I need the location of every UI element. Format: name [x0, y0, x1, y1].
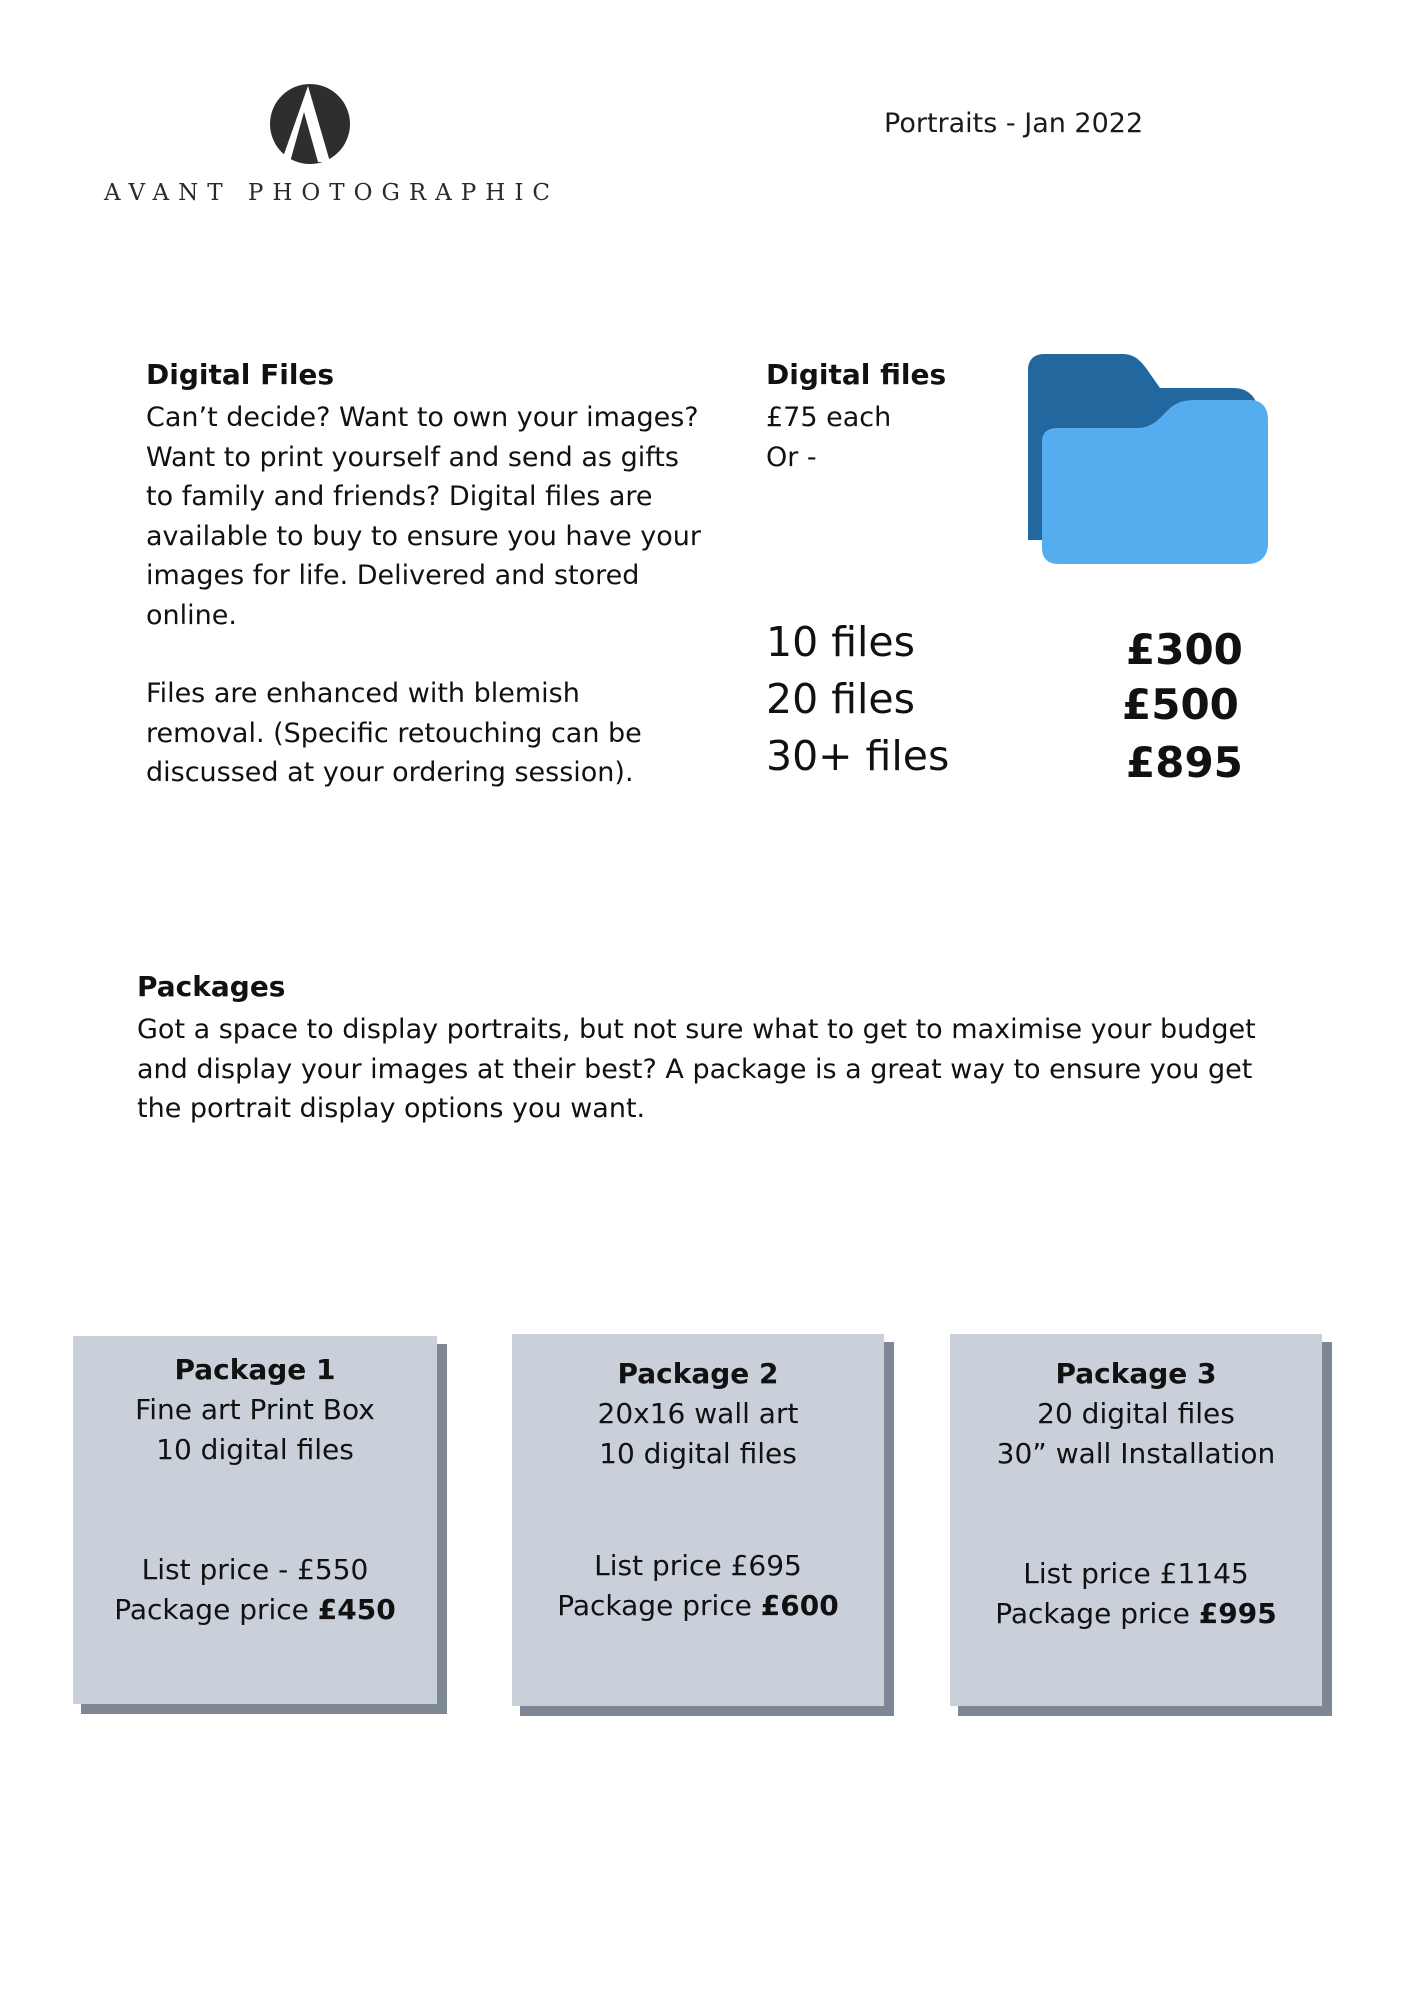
- package-3-card: [950, 1334, 1322, 1706]
- digital-pricing-heading: Digital files: [766, 358, 947, 391]
- package-2-item-2: 10 digital files: [599, 1437, 797, 1470]
- packages-heading: Packages: [137, 970, 286, 1003]
- package-3-list-price: List price £1145: [1023, 1557, 1249, 1590]
- package-price-label: Package price: [557, 1589, 761, 1622]
- package-1-price: £450: [317, 1593, 396, 1626]
- package-1-package-price-line: [73, 1590, 437, 1630]
- folder-icon: [1028, 354, 1268, 564]
- tier-price-20: £500: [1122, 680, 1239, 729]
- package-2-list-price: List price £695: [594, 1549, 802, 1582]
- tier-price-10: £300: [1126, 625, 1243, 674]
- package-2-card: [512, 1334, 884, 1706]
- package-1-list-price: List price - £550: [141, 1553, 369, 1586]
- package-2-item-1: 20x16 wall art: [597, 1397, 799, 1430]
- package-3-item-1: 20 digital files: [1037, 1397, 1235, 1430]
- avant-a-logo-icon: [268, 82, 352, 166]
- package-3-price: £995: [1198, 1597, 1277, 1630]
- digital-files-heading: Digital Files: [146, 358, 335, 391]
- package-2-package-price-line: [512, 1586, 884, 1626]
- digital-pricing-each: [766, 398, 891, 477]
- package-1-item-1: Fine art Print Box: [135, 1393, 375, 1426]
- package-price-label: Package price: [114, 1593, 318, 1626]
- package-3-title: Package 3: [1055, 1357, 1217, 1390]
- package-3-item-2: 30” wall Installation: [996, 1437, 1276, 1470]
- packages-description: Got a space to display portraits, but not sure what to get to maximise your budget and display your images at their best? A package is a great way to ensure you get the portrait display options you want.: [137, 1014, 1256, 1124]
- package-1-card: [73, 1336, 437, 1704]
- package-2-price: £600: [760, 1589, 839, 1622]
- package-price-label: Package price: [995, 1597, 1199, 1630]
- package-1-item-2: 10 digital files: [156, 1433, 354, 1466]
- package-2-title: Package 2: [617, 1357, 779, 1390]
- tier-files-30: 30+ files: [766, 732, 950, 780]
- package-1-title: Package 1: [174, 1353, 336, 1386]
- package-3-package-price-line: [950, 1594, 1322, 1634]
- price-per-file: £75 each: [766, 402, 892, 433]
- digital-files-paragraph-1: Can’t decide? Want to own your images? Want to print yourself and send as gifts to family and friends? Digital files are available to buy to ensure you have your images for life. Delivered and stored online.: [146, 402, 701, 631]
- digital-files-paragraph-2: Files are enhanced with blemish removal. (Specific retouching can be discussed at your ordering session).: [146, 678, 642, 788]
- tier-files-10: 10 files: [766, 618, 916, 666]
- tier-price-30: £895: [1126, 738, 1243, 787]
- document-title: Portraits - Jan 2022: [884, 108, 1144, 139]
- or-label: Or -: [766, 441, 817, 473]
- digital-files-description: [146, 398, 706, 793]
- brand-name: AVANT PHOTOGRAPHIC: [104, 180, 560, 206]
- tier-files-20: 20 files: [766, 675, 916, 723]
